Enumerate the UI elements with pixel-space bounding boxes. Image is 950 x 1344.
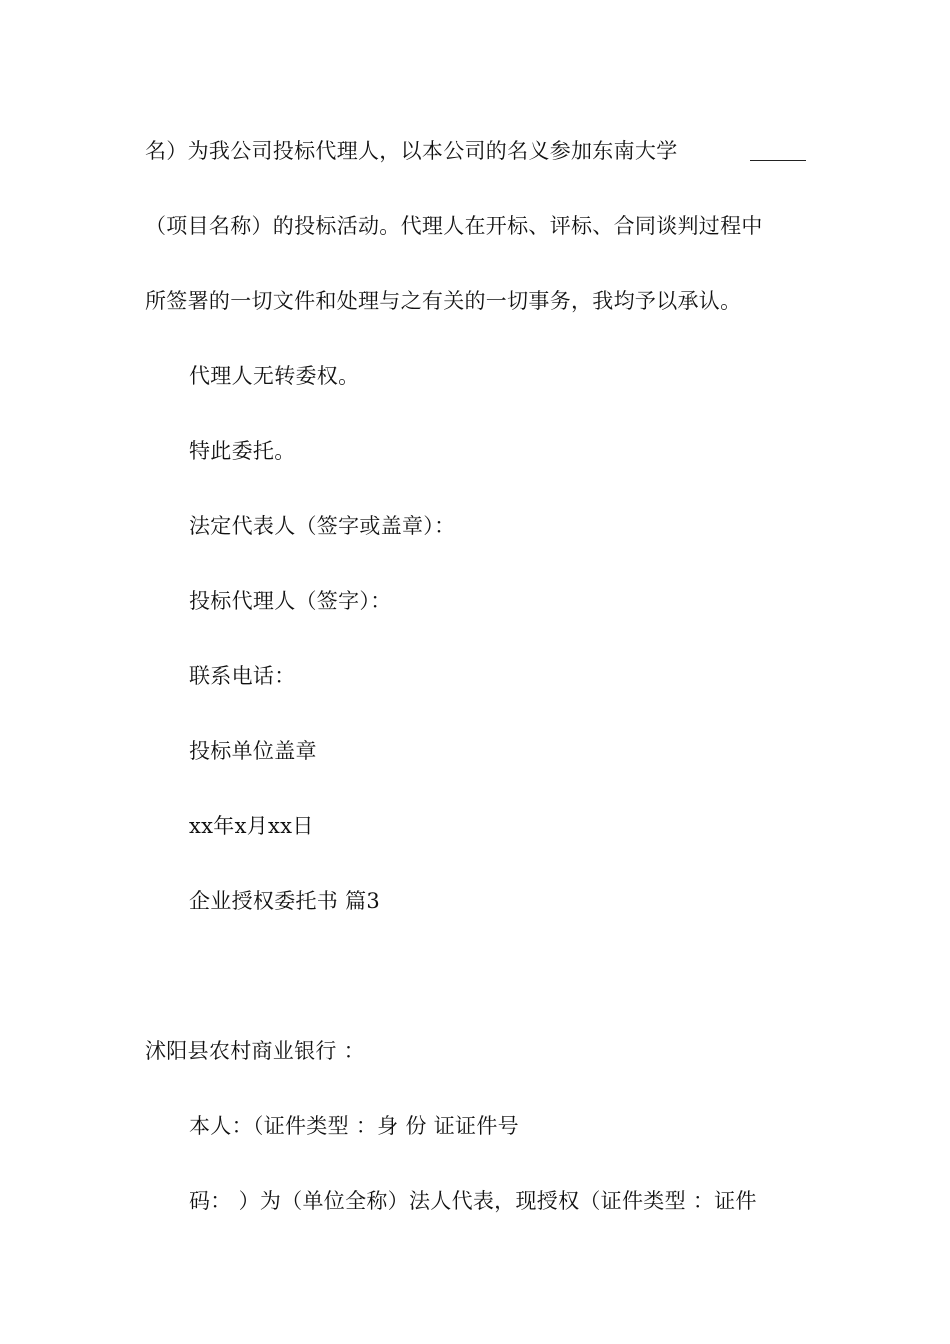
paragraph-line-3: 所签署的一切文件和处理与之有关的一切事务，我均予以承认。	[145, 289, 742, 313]
bidding-agent-signature-label: 投标代理人（签字）：	[189, 589, 392, 613]
no-delegation-statement: 代理人无转委权。	[189, 364, 360, 388]
legal-representative-signature-label: 法定代表人（签字或盖章）：	[189, 514, 456, 538]
bidder-seal-label: 投标单位盖章	[189, 739, 317, 763]
addressee-line: 沭阳县农村商业银行 ：	[145, 1039, 365, 1063]
date-line: xx年x月xx日	[189, 814, 314, 838]
fill-in-blank-underline	[750, 160, 806, 161]
contact-phone-label: 联系电话：	[189, 664, 296, 688]
paragraph-line-2: （项目名称）的投标活动。代理人在开标、评标、合同谈判过程中	[145, 214, 763, 238]
authorization-line: 码： ）为（单位全称）法人代表，现授权（证件类型 ：证件	[189, 1189, 757, 1213]
section-heading: 企业授权委托书 篇3	[189, 889, 381, 913]
principal-id-line: 本人：（证件类型 ：身 份 证证件号	[189, 1114, 519, 1138]
hereby-entrust-statement: 特此委托。	[189, 439, 296, 463]
paragraph-line-1: 名）为我公司投标代理人，以本公司的名义参加东南大学	[145, 139, 678, 163]
